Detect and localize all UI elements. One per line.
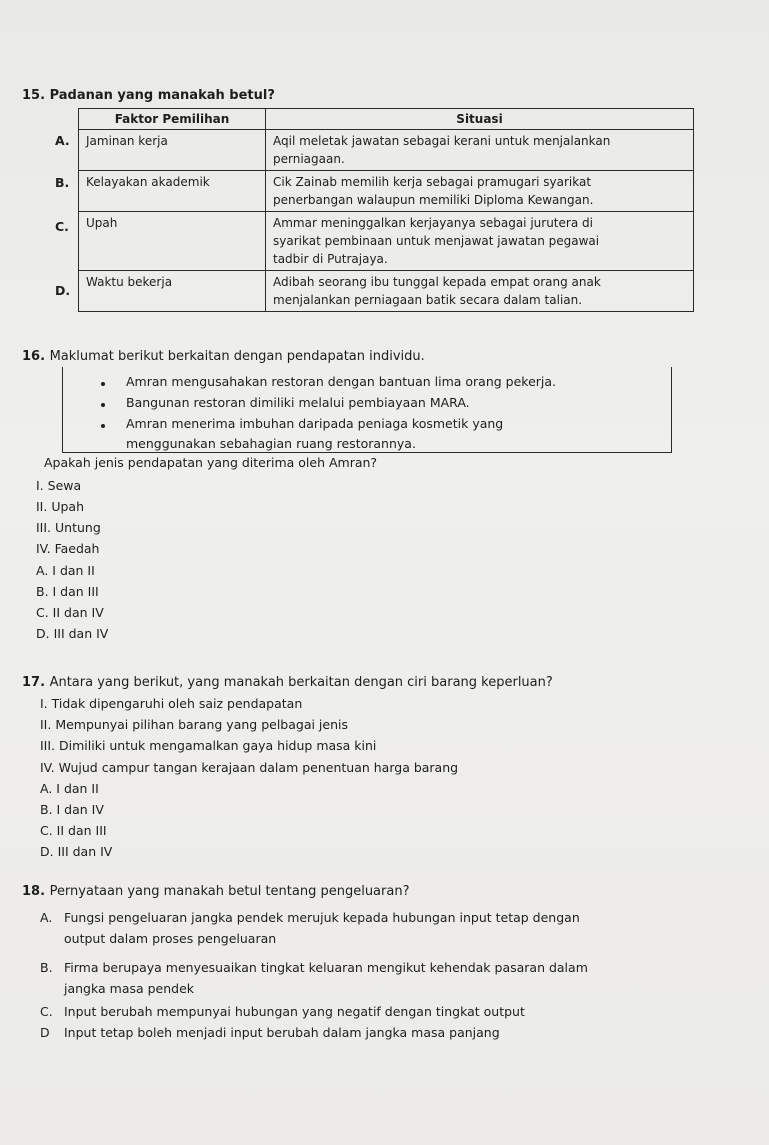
q18-number: 18. bbox=[22, 884, 46, 899]
q15-header-faktor: Faktor Pemilihan bbox=[79, 109, 266, 130]
q17-item-4: IV. Wujud campur tangan kerajaan dalam penentuan harga barang bbox=[40, 760, 459, 775]
q17-option-a: A. I dan II bbox=[40, 781, 99, 796]
q16-question: Apakah jenis pendapatan yang diterima oleh Amran? bbox=[44, 455, 378, 470]
q15-faktor-d: Waktu bekerja bbox=[79, 271, 266, 312]
situasi-line: penerbangan walaupun memiliki Diploma Kewangan. bbox=[273, 193, 594, 207]
q18-option-d-line1: Input tetap boleh menjadi input berubah dalam jangka masa panjang bbox=[64, 1025, 500, 1040]
q16-bullet-3-cont: menggunakan sebahagian ruang restorannya. bbox=[126, 436, 416, 451]
q18-option-d-letter: D bbox=[40, 1025, 50, 1040]
q17-number: 17. bbox=[22, 675, 46, 690]
q15-situasi-b bbox=[266, 171, 694, 212]
q16-bullet-3: Amran menerima imbuhan daripada peniaga kosmetik yang bbox=[126, 416, 504, 431]
q17-item-3: III. Dimiliki untuk mengamalkan gaya hidup masa kini bbox=[40, 738, 377, 753]
q15-header-row bbox=[79, 109, 694, 130]
table-row bbox=[79, 130, 694, 171]
situasi-line: Ammar meninggalkan kerjayanya sebagai jurutera di bbox=[273, 216, 593, 230]
q17-option-c: C. II dan III bbox=[40, 823, 107, 838]
situasi-line: Aqil meletak jawatan sebagai kerani untuk menjalankan bbox=[273, 134, 611, 148]
q16-option-b: B. I dan III bbox=[36, 584, 99, 599]
q16-item-4: IV. Faedah bbox=[36, 541, 100, 556]
q16-intro: Maklumat berikut berkaitan dengan pendapatan individu. bbox=[49, 349, 425, 364]
q15-situasi-d bbox=[266, 271, 694, 312]
q17-item-2: II. Mempunyai pilihan barang yang pelbagai jenis bbox=[40, 717, 349, 732]
q16-number: 16. bbox=[22, 349, 46, 364]
q15-faktor-b: Kelayakan akademik bbox=[79, 171, 266, 212]
q18-option-b-line1: Firma berupaya menyesuaikan tingkat keluaran mengikut kehendak pasaran dalam bbox=[64, 960, 588, 975]
q15-header-situasi: Situasi bbox=[266, 109, 694, 130]
q15-heading bbox=[22, 88, 275, 103]
q15-number: 15. bbox=[22, 88, 46, 103]
q17-heading bbox=[22, 675, 553, 690]
situasi-line: syarikat pembinaan untuk menjawat jawatan pegawai bbox=[273, 234, 600, 248]
q15-situasi-c bbox=[266, 212, 694, 271]
situasi-line: Cik Zainab memilih kerja sebagai pramugari syarikat bbox=[273, 175, 592, 189]
q16-item-1: I. Sewa bbox=[36, 478, 82, 493]
q16-option-a: A. I dan II bbox=[36, 563, 95, 578]
q15-letter-a: A. bbox=[55, 133, 70, 148]
bullet-icon bbox=[101, 424, 105, 428]
q18-heading bbox=[22, 884, 409, 899]
situasi-line: tadbir di Putrajaya. bbox=[273, 252, 388, 266]
q18-option-c-line1: Input berubah mempunyai hubungan yang negatif dengan tingkat output bbox=[64, 1004, 525, 1019]
q16-option-c: C. II dan IV bbox=[36, 605, 104, 620]
q17-option-b: B. I dan IV bbox=[40, 802, 104, 817]
q17-option-d: D. III dan IV bbox=[40, 844, 113, 859]
bullet-icon bbox=[101, 403, 105, 407]
q15-faktor-c: Upah bbox=[79, 212, 266, 271]
q15-faktor-a: Jaminan kerja bbox=[79, 130, 266, 171]
situasi-line: perniagaan. bbox=[273, 152, 345, 166]
q18-option-b-letter: B. bbox=[40, 960, 53, 975]
q15-question: Padanan yang manakah betul? bbox=[49, 88, 275, 103]
q16-heading bbox=[22, 349, 425, 364]
q16-bullet-2: Bangunan restoran dimiliki melalui pembiayaan MARA. bbox=[126, 395, 470, 410]
q16-item-2: II. Upah bbox=[36, 499, 84, 514]
q18-option-a-line2: output dalam proses pengeluaran bbox=[64, 931, 277, 946]
q16-option-d: D. III dan IV bbox=[36, 626, 109, 641]
table-row bbox=[79, 212, 694, 271]
q18-question: Pernyataan yang manakah betul tentang pengeluaran? bbox=[49, 884, 410, 899]
bullet-icon bbox=[101, 382, 105, 386]
q18-option-c-letter: C. bbox=[40, 1004, 53, 1019]
q15-letter-b: B. bbox=[55, 175, 70, 190]
q18-option-b-line2: jangka masa pendek bbox=[64, 981, 195, 996]
situasi-line: menjalankan perniagaan batik secara dalam talian. bbox=[273, 293, 583, 307]
table-row bbox=[79, 171, 694, 212]
q15-letter-d: D. bbox=[55, 283, 71, 298]
q17-item-1: I. Tidak dipengaruhi oleh saiz pendapatan bbox=[40, 696, 303, 711]
q15-table bbox=[78, 108, 694, 312]
q18-option-a-line1: Fungsi pengeluaran jangka pendek merujuk kepada hubungan input tetap dengan bbox=[64, 910, 580, 925]
table-row bbox=[79, 271, 694, 312]
q18-option-a-letter: A. bbox=[40, 910, 53, 925]
q16-item-3: III. Untung bbox=[36, 520, 101, 535]
q15-letter-c: C. bbox=[55, 219, 69, 234]
situasi-line: Adibah seorang ibu tunggal kepada empat orang anak bbox=[273, 275, 601, 289]
q15-situasi-a bbox=[266, 130, 694, 171]
q17-question: Antara yang berikut, yang manakah berkaitan dengan ciri barang keperluan? bbox=[49, 675, 553, 690]
q16-bullet-1: Amran mengusahakan restoran dengan bantuan lima orang pekerja. bbox=[126, 374, 557, 389]
